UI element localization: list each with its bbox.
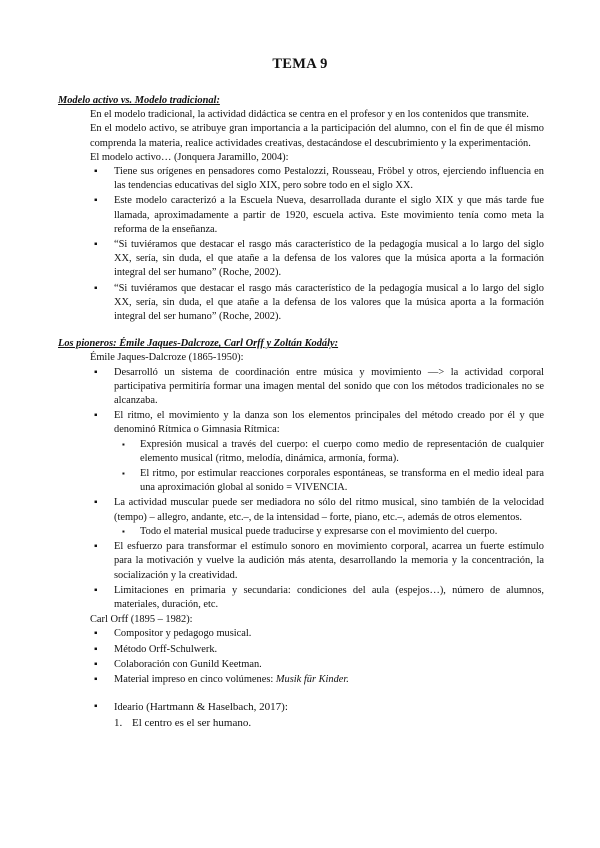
ideario-numbered-list <box>114 716 544 730</box>
orff-label: Carl Orff (1895 – 1982): <box>90 614 193 626</box>
list-item: ▪ Este modelo caracterizó a la Escuela Nueva, desarrollada durante el siglo XIX y que más tarde fue llamada, aproximadamente a partir de 1920, escuela activa. Este movimiento tenía como meta la reforma de la enseñanza. <box>114 194 544 237</box>
list-item: ▪ El esfuerzo para transformar el estímulo sonoro en movimiento corporal, acarrea un fuerte estímulo para la motivación y vuelve la audición más atenta, desarrollando la memoria y la concentración, la socialización y la creatividad. <box>114 540 544 583</box>
list-item: ▪ Limitaciones en primaria y secundaria: condiciones del aula (espejos…), número de alumnos, materiales, duración, etc. <box>114 584 544 612</box>
paragraph-traditional-model: En el modelo tradicional, la actividad didáctica se centra en el profesor y en los contenidos que transmite. <box>90 109 529 121</box>
sub-list-item: ▪ Expresión musical a través del cuerpo: el cuerpo como medio de representación de cualquier elemento musical (ritmo, melodía, dinámica, armonía, forma). <box>140 438 544 466</box>
ideario-list <box>114 700 544 715</box>
book-title: Musik für Kinder. <box>275 673 349 685</box>
sub-list <box>140 438 544 496</box>
list-item: ▪ “Si tuviéramos que destacar el rasgo más característico de la pedagogía musical a lo largo del siglo XX, sería, sin duda, el que atañe a la defensa de los valores que la música aporta a la formación integral del ser humano” (Roche, 2002). <box>114 238 544 281</box>
ideario-reference: (Hartmann & Haselbach, 2017): <box>143 701 288 714</box>
list-item: ▪ Colaboración con Gunild Keetman. <box>114 658 544 672</box>
list-item <box>114 409 544 495</box>
section-heading-models: Modelo activo vs. Modelo tradicional: <box>58 95 220 106</box>
dalcroze-list <box>114 366 544 612</box>
item-number: 1. <box>114 717 123 730</box>
list-item <box>114 673 544 687</box>
list-item: ▪ Compositor y pedagogo musical. <box>114 627 544 641</box>
dalcroze-label: Émile Jaques-Dalcroze (1865-1950): <box>90 352 244 364</box>
list-item: ▪ Tiene sus orígenes en pensadores como Pestalozzi, Rousseau, Fröbel y otros, ejerciendo influencia en las tendencias educativas del siglo XIX, pero sobre todo en el siglo XX. <box>114 165 544 193</box>
orff-list <box>114 627 544 687</box>
list-item-text: El ritmo, el movimiento y la danza son los elementos principales del método creado por él y que denominó Rítmica o Gimnasia Rítmica: <box>114 410 544 436</box>
numbered-item <box>114 716 544 730</box>
list-item: ▪ Desarrolló un sistema de coordinación entre música y movimiento —> la actividad corporal participativa permitiría formar una imagen mental del sonido que con los métodos tradicionales no se alcanzaba. <box>114 366 544 409</box>
list-item <box>114 700 544 715</box>
paragraph-active-model-citation: El modelo activo… (Jonquera Jaramillo, 2004): <box>90 151 289 163</box>
sub-list-item: ▪ Todo el material musical puede traducirse y expresarse con el movimiento del cuerpo. <box>140 525 544 539</box>
page-title: TEMA 9 <box>272 56 328 72</box>
list-item-text: Material impreso en cinco volúmenes: <box>114 673 276 685</box>
item-text: El centro es el ser humano. <box>132 717 252 730</box>
ideario-label: Ideario <box>114 702 144 714</box>
sub-list <box>140 525 544 539</box>
section-heading-pioneers: Los pioneros: Émile Jaques-Dalcroze, Carl Orff y Zoltán Kodály: <box>58 338 339 350</box>
document-body <box>58 94 544 732</box>
sub-list-item: ▪ El ritmo, por estimular reacciones corporales espontáneas, se transforma en el medio ideal para una aproximación global al sonido = VIVENCIA. <box>140 467 544 495</box>
active-model-list <box>114 165 544 324</box>
list-item <box>114 496 544 539</box>
list-item-text: La actividad muscular puede ser mediadora no sólo del ritmo musical, sino también de la velocidad (tempo) – allegro, andante, etc.–, de la intensidad – forte, piano, etc.–, además de otros elementos. <box>114 497 544 523</box>
list-item: ▪ Método Orff-Schulwerk. <box>114 643 544 657</box>
list-item: ▪ “Si tuviéramos que destacar el rasgo más característico de la pedagogía musical a lo largo del siglo XX, sería, sin duda, el que atañe a la defensa de los valores que la música aporta a la formación integral del ser humano” (Roche, 2002). <box>114 282 544 325</box>
paragraph-active-model: En el modelo activo, se atribuye gran importancia a la participación del alumno, con el fin de que él mismo comprenda la materia, realice actividades creativas, destacándose el descubrimiento y la experimentación. <box>90 123 544 149</box>
